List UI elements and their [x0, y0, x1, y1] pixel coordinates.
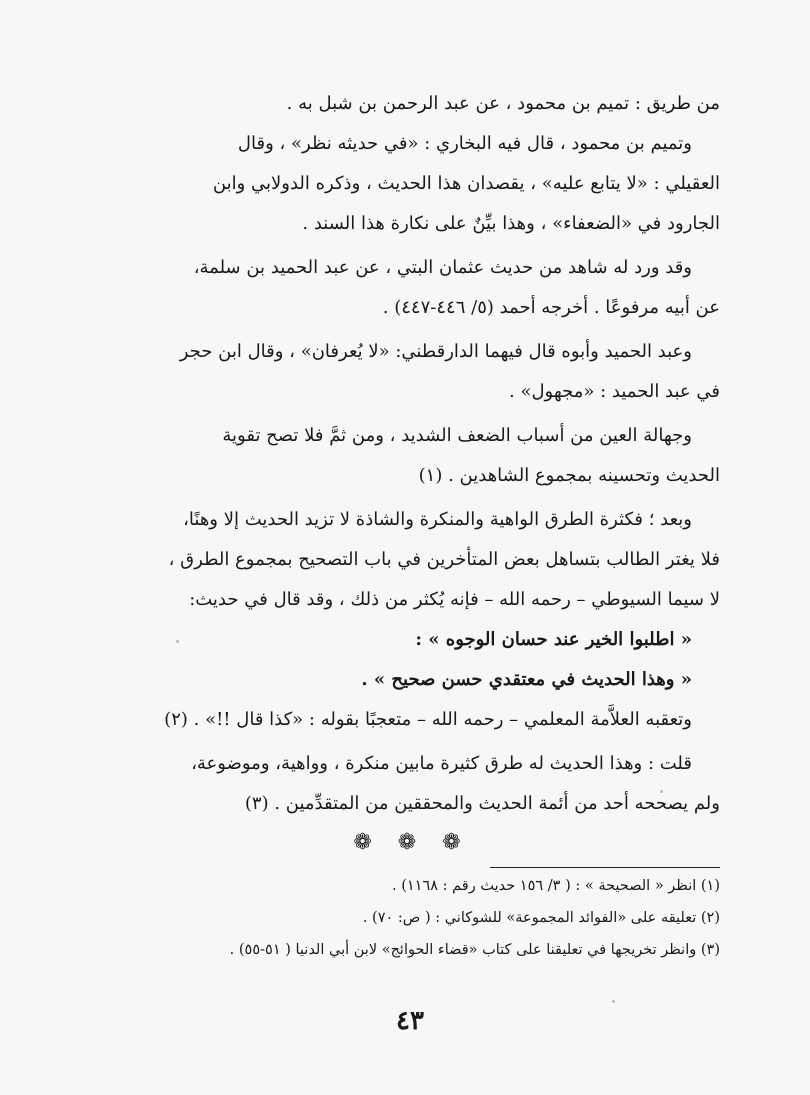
scan-speck — [612, 1000, 615, 1003]
flower-ornament-icon: ❁ — [442, 830, 487, 855]
text-line: وقد ورد له شاهد من حديث عثمان البتي ، عن عبد الحميد بن سلمة، — [193, 257, 692, 278]
text-line: ولم يصححه أحد من أئمة الحديث والمحققين من المتقدِّمين . (٣) — [244, 793, 720, 814]
flower-ornament-icon: ❁ — [353, 830, 398, 855]
text-line: وبعد ؛ فكثرة الطرق الواهية والمنكرة والشاذة لا تزيد الحديث إلا وهنًا، — [183, 509, 692, 530]
text-line: الحديث وتحسينه بمجموع الشاهدين . (١) — [418, 465, 720, 486]
text-line: في عبد الحميد : «مجهول» . — [509, 381, 720, 402]
footnote-3: (٣) وانظر تخريجها في تعليقنا على كتاب «قضاء الحوائج» لابن أبي الدنيا ( ٥١-٥٥) . — [229, 942, 720, 958]
text-line: وتميم بن محمود ، قال فيه البخاري : «في حديثه نظر» ، وقال — [237, 133, 692, 154]
text-line: الجارود في «الضعفاء» ، وهذا بيِّنٌ على نكارة هذا السند . — [302, 213, 720, 234]
text-line: من طريق : تميم بن محمود ، عن عبد الرحمن بن شبل به . — [286, 93, 720, 114]
section-ornaments — [350, 830, 490, 855]
text-line: وجهالة العين من أسباب الضعف الشديد ، ومن ثمَّ فلا تصح تقوية — [222, 425, 692, 446]
text-line: قلت : وهذا الحديث له طرق كثيرة مابين منكرة ، وواهية، وموضوعة، — [191, 753, 692, 774]
text-line: عن أبيه مرفوعًا . أخرجه أحمد (٥/ ٤٤٦-٤٤٧) . — [382, 297, 720, 318]
text-line: فلا يغتر الطالب بتساهل بعض المتأخرين في باب التصحيح بمجموع الطرق ، — [168, 549, 720, 570]
hadith-quote: « اطلبوا الخير عند حسان الوجوه » : — [415, 629, 692, 650]
scan-speck — [176, 640, 179, 643]
scan-speck — [660, 790, 663, 793]
suyuti-quote: « وهذا الحديث في معتقدي حسن صحيح » . — [361, 669, 692, 690]
footnote-2: (٢) تعليقه على «الفوائد المجموعة» للشوكاني : ( ص: ٧٠) . — [362, 910, 720, 926]
footnote-divider — [490, 867, 720, 868]
footnote-1: (١) انظر « الصحيحة » : ( ٣/ ١٥٦ حديث رقم : ١١٦٨) . — [391, 878, 720, 894]
main-text — [118, 86, 720, 846]
flower-ornament-icon: ❁ — [397, 830, 443, 855]
text-line: لا سيما السيوطي – رحمه الله – فإنه يُكثر من ذلك ، وقد قال في حديث: — [189, 589, 720, 610]
text-line: وتعقبه العلاَّمة المعلمي – رحمه الله – متعجبًا بقوله : «كذا قال !!» . (٢) — [164, 709, 692, 730]
page-number: ٤٣ — [396, 1006, 424, 1036]
text-line: وعبد الحميد وأبوه قال فيهما الدارقطني: «لا يُعرفان» ، وقال ابن حجر — [179, 341, 692, 362]
text-line: العقيلي : «لا يتابع عليه» ، يقصدان هذا الحديث ، وذكره الدولابي وابن — [212, 173, 720, 194]
